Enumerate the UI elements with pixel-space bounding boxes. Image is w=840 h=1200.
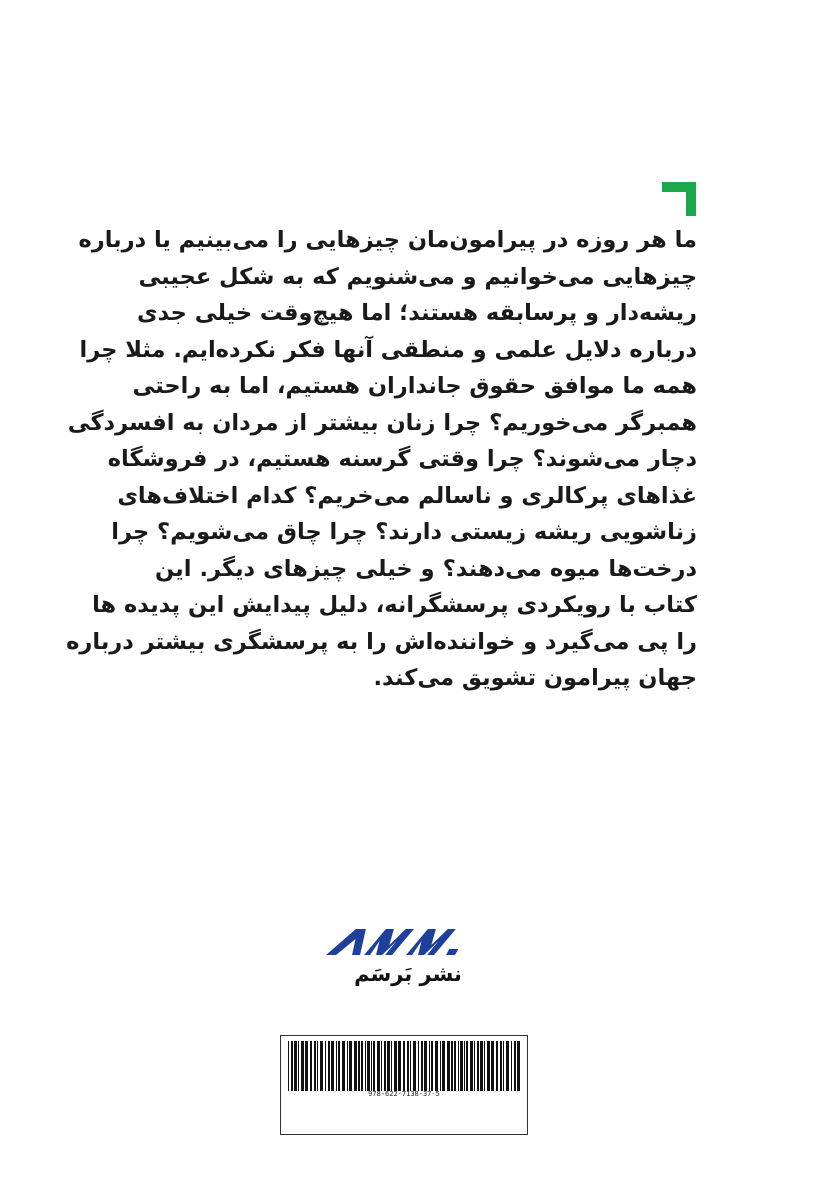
barcode-bar	[398, 1041, 401, 1091]
isbn-number: 978-622-7138-37-5	[368, 1090, 440, 1098]
barcode-bar	[440, 1041, 441, 1091]
barcode-bar	[354, 1041, 357, 1091]
barcode-bar	[384, 1041, 386, 1091]
blurb-line: ما هر روزه در پیرامون‌مان چیزهایی را می‌بینیم یا درباره	[78, 227, 697, 253]
barcode-bar	[424, 1041, 427, 1091]
barcode-icon	[280, 1035, 528, 1135]
barcode-bar	[301, 1041, 304, 1091]
barcode-bar	[474, 1041, 475, 1091]
barcode-bar	[336, 1041, 337, 1091]
barcode-bar	[365, 1041, 366, 1091]
blurb-line: همبرگر می‌خوریم؟ چرا زنان بیشتر از مردان به افسردگی	[67, 409, 697, 436]
barcode-bar	[458, 1041, 459, 1091]
barcode-bar	[429, 1041, 430, 1091]
barcode-bar	[347, 1041, 348, 1091]
blurb-line: را پی می‌گیرد و خواننده‌اش را به پرسشگری بیشتر درباره	[66, 628, 697, 655]
barcode-bar	[373, 1041, 375, 1091]
barcode-bar	[381, 1041, 382, 1091]
barcode-bar	[410, 1041, 411, 1091]
barcode-bar	[421, 1041, 423, 1091]
barcode-bar	[371, 1041, 372, 1091]
barcode-bar	[331, 1041, 334, 1091]
barcode-bar	[503, 1041, 504, 1091]
barcode-bar	[435, 1041, 438, 1091]
barcode-bar	[298, 1041, 299, 1091]
barcode-bar	[317, 1041, 318, 1091]
barcode-bar	[431, 1041, 433, 1091]
blurb-line: درخت‌ها میوه می‌دهند؟ و خیلی چیزهای دیگر. این	[155, 555, 697, 582]
barcode-bar	[291, 1041, 293, 1091]
barcode-bar	[480, 1041, 483, 1091]
barcode-bar	[394, 1041, 397, 1091]
barcode-bar	[517, 1041, 520, 1091]
barcode-bar	[464, 1041, 465, 1091]
blurb-line: کتاب با رویکردی پرسشگرانه، دلیل پیدایش این پدیده ها	[92, 592, 697, 618]
blurb-line: ریشه‌دار و پرسابقه هستند؛ اما هیچ‌وقت خیلی جدی	[137, 300, 697, 326]
barcode-bar	[470, 1041, 473, 1091]
barsam-logo-icon	[328, 925, 488, 959]
barcode-bar	[358, 1041, 360, 1091]
barcode-bar	[413, 1041, 416, 1091]
blurb-line: چیزهایی می‌خوانیم و می‌شنویم که به شکل عجیبی	[138, 263, 697, 290]
barcode-bar	[466, 1041, 468, 1091]
barcode-bar	[407, 1041, 409, 1091]
barcode-bar	[338, 1041, 340, 1091]
barcode-bar	[294, 1041, 297, 1091]
barcode-bar	[367, 1041, 370, 1091]
barcode-bar	[342, 1041, 345, 1091]
barcode-bar	[314, 1041, 316, 1091]
back-cover-blurb	[66, 222, 697, 697]
blurb-line: غذاهای پرکالری و ناسالم می‌خریم؟ کدام اختلاف‌های	[117, 482, 697, 509]
barcode-bar	[403, 1041, 405, 1091]
barcode-bar	[500, 1041, 502, 1091]
barcode-bar	[506, 1041, 509, 1091]
corner-bracket-side	[686, 182, 696, 216]
barcode-bar	[305, 1041, 308, 1091]
barcode-bar	[460, 1041, 463, 1091]
barcode-bar	[349, 1041, 352, 1091]
barcode-bar	[325, 1041, 326, 1091]
blurb-line: زناشویی ریشه زیستی دارند؟ چرا چاق می‌شویم؟ چرا	[111, 519, 697, 545]
barcode-bar	[377, 1041, 380, 1091]
barcode-bar	[391, 1041, 392, 1091]
corner-bracket-icon	[662, 182, 696, 216]
barcode-bar	[361, 1041, 363, 1091]
barcode-bar	[477, 1041, 479, 1091]
blurb-line: درباره دلایل علمی و منطقی آنها فکر نکرده‌ایم. مثلا چرا	[79, 336, 697, 363]
barcode-bar	[496, 1041, 498, 1091]
barcode-bar	[310, 1041, 312, 1091]
barcode-bar	[288, 1041, 289, 1091]
barcode-bar	[484, 1041, 485, 1091]
publisher-name: نشر بَرسَم	[354, 962, 462, 986]
barcode-bar	[442, 1041, 445, 1091]
blurb-line: همه ما موافق حقوق جانداران هستیم، اما به راحتی	[132, 373, 697, 399]
barcode-bar	[454, 1041, 456, 1091]
barcode-bar	[328, 1041, 330, 1091]
blurb-line: جهان پیرامون تشویق می‌کند.	[373, 665, 697, 691]
barcode-bar	[320, 1041, 323, 1091]
barcode-bar	[418, 1041, 419, 1091]
barcode-bar	[447, 1041, 450, 1091]
barcode-bar	[491, 1041, 494, 1091]
blurb-line: دچار می‌شوند؟ چرا وقتی گرسنه هستیم، در فروشگاه	[107, 446, 697, 472]
barcode-bar	[514, 1041, 516, 1091]
barcode-bar	[451, 1041, 453, 1091]
barcode-bar	[487, 1041, 490, 1091]
barcode-bar	[387, 1041, 390, 1091]
barcode-bar	[511, 1041, 512, 1091]
